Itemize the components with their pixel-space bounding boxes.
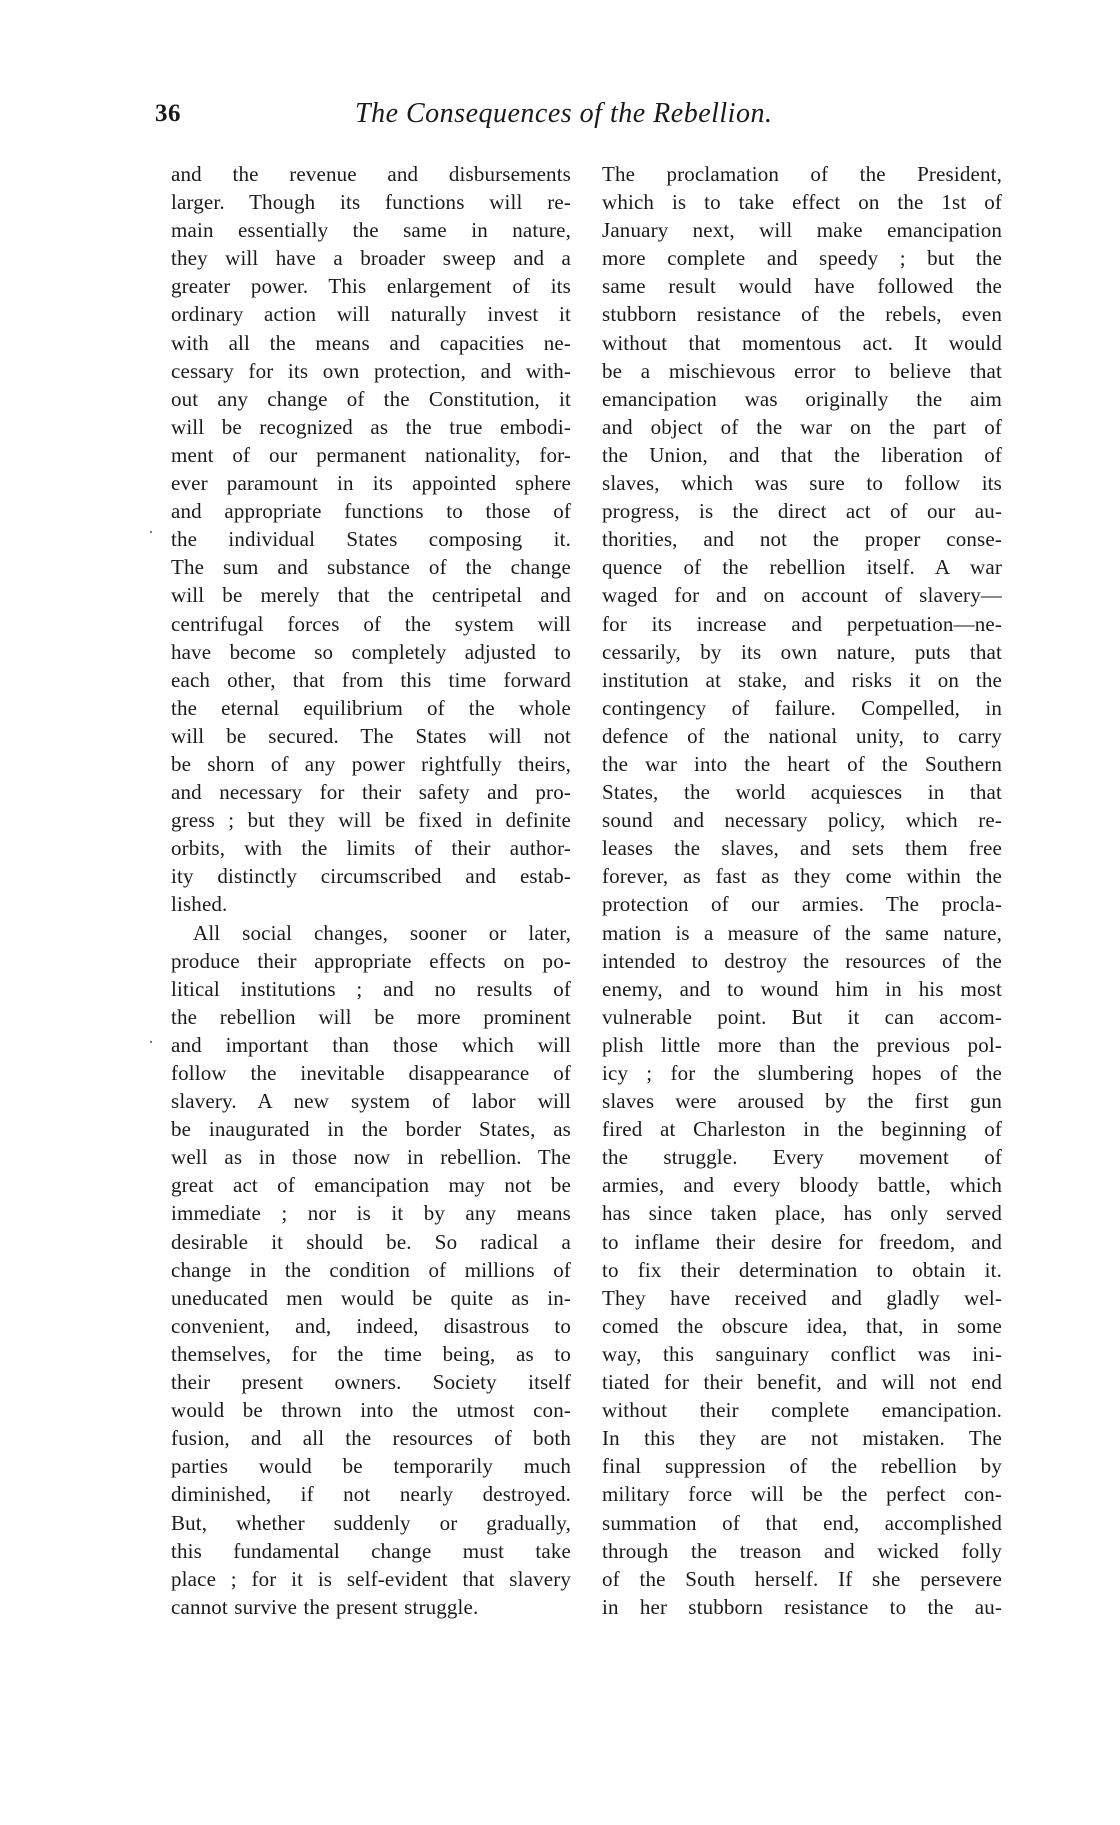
text-line: ity distinctly circumscribed and estab- xyxy=(171,864,571,889)
text-line: January next, will make emancipation xyxy=(602,218,1002,243)
text-line: intended to destroy the resources of the xyxy=(602,948,1002,973)
scan-speck xyxy=(150,1041,152,1043)
text-line: The sum and substance of the change xyxy=(171,555,571,580)
text-line: armies, and every bloody battle, which xyxy=(602,1173,1002,1198)
text-line: sound and necessary policy, which re- xyxy=(602,808,1002,833)
text-line: of the South herself. If she persevere xyxy=(602,1566,1002,1591)
page-number: 36 xyxy=(155,100,181,127)
text-line: gress ; but they will be fixed in definite xyxy=(171,808,571,833)
text-line: forever, as fast as they come within the xyxy=(602,864,1002,889)
text-line: enemy, and to wound him in his most xyxy=(602,976,1002,1001)
text-line: through the treason and wicked folly xyxy=(602,1538,1002,1563)
text-line: will be recognized as the true embodi- xyxy=(171,414,571,439)
text-line: ever paramount in its appointed sphere xyxy=(171,471,571,496)
text-line: the struggle. Every movement of xyxy=(602,1145,1002,1170)
text-line: for its increase and perpetuation—ne- xyxy=(602,611,1002,636)
text-line: convenient, and, indeed, disastrous to xyxy=(171,1313,571,1338)
text-line: icy ; for the slumbering hopes of the xyxy=(602,1061,1002,1085)
text-line: slaves were aroused by the first gun xyxy=(602,1089,1002,1114)
text-line: quence of the rebellion itself. A war xyxy=(602,555,1002,580)
text-line: ordinary action will naturally invest it xyxy=(171,302,571,327)
page-header xyxy=(155,100,1005,136)
text-line: In this they are not mistaken. The xyxy=(602,1426,1002,1451)
text-line: litical institutions ; and no results of xyxy=(171,976,571,1001)
text-line: But, whether suddenly or gradually, xyxy=(171,1510,571,1535)
text-line: protection of our armies. The procla- xyxy=(602,892,1002,917)
text-line: contingency of failure. Compelled, in xyxy=(602,695,1002,720)
scan-speck xyxy=(150,531,152,533)
text-line: progress, is the direct act of our au- xyxy=(602,499,1002,524)
text-line: will be merely that the centripetal and xyxy=(171,583,571,608)
text-line: this fundamental change must take xyxy=(171,1538,571,1563)
text-line: mation is a measure of the same nature, xyxy=(602,920,1002,945)
text-line: diminished, if not nearly destroyed. xyxy=(171,1482,571,1507)
text-line: to fix their determination to obtain it. xyxy=(602,1257,1002,1282)
text-line: defence of the national unity, to carry xyxy=(602,723,1002,748)
text-line: their present owners. Society itself xyxy=(171,1370,571,1395)
text-line: has since taken place, has only served xyxy=(602,1201,1002,1226)
text-line: will be secured. The States will not xyxy=(171,723,571,748)
text-line: the individual States composing it. xyxy=(171,527,571,552)
text-line: they will have a broader sweep and a xyxy=(171,246,571,271)
text-line: the war into the heart of the Southern xyxy=(602,751,1002,776)
text-line: way, this sanguinary conflict was ini- xyxy=(602,1341,1002,1366)
text-line: All social changes, sooner or later, xyxy=(193,920,571,945)
text-line: vulnerable point. But it can accom- xyxy=(602,1004,1002,1029)
text-line: be shorn of any power rightfully theirs, xyxy=(171,751,571,776)
text-line: States, the world acquiesces in that xyxy=(602,780,1002,805)
text-line: The proclamation of the President, xyxy=(602,162,1002,186)
text-line: would be thrown into the utmost con- xyxy=(171,1398,571,1423)
text-line: same result would have followed the xyxy=(602,274,1002,299)
text-line: with all the means and capacities ne- xyxy=(171,330,571,355)
text-line: uneducated men would be quite as in- xyxy=(171,1285,571,1310)
text-line: lished. xyxy=(171,892,228,917)
text-line: have become so completely adjusted to xyxy=(171,639,571,664)
text-line: immediate ; nor is it by any means xyxy=(171,1201,571,1226)
text-line: well as in those now in rebellion. The xyxy=(171,1145,571,1170)
text-line: the eternal equilibrium of the whole xyxy=(171,695,571,720)
text-line: larger. Though its functions will re- xyxy=(171,190,571,215)
text-line: and necessary for their safety and pro- xyxy=(171,780,571,805)
text-line: and object of the war on the part of xyxy=(602,414,1002,439)
text-line: greater power. This enlargement of its xyxy=(171,274,571,299)
text-line: out any change of the Constitution, it xyxy=(171,386,571,411)
text-line: plish little more than the previous pol- xyxy=(602,1032,1002,1057)
text-line: cessarily, by its own nature, puts that xyxy=(602,639,1002,664)
text-line: the rebellion will be more prominent xyxy=(171,1004,571,1029)
text-line: ment of our permanent nationality, for- xyxy=(171,442,571,467)
text-line: main essentially the same in nature, xyxy=(171,218,571,243)
text-line: in her stubborn resistance to the au- xyxy=(602,1594,1002,1619)
text-line: each other, that from this time forward xyxy=(171,667,571,692)
text-line: parties would be temporarily much xyxy=(171,1454,571,1479)
text-line: change in the condition of millions of xyxy=(171,1257,571,1282)
text-line: desirable it should be. So radical a xyxy=(171,1229,571,1254)
text-line: They have received and gladly wel- xyxy=(602,1285,1002,1310)
text-line: stubborn resistance of the rebels, even xyxy=(602,302,1002,327)
text-line: be inaugurated in the border States, as xyxy=(171,1117,571,1142)
text-line: and important than those which will xyxy=(171,1032,571,1057)
text-line: thorities, and not the proper conse- xyxy=(602,527,1002,552)
text-line: great act of emancipation may not be xyxy=(171,1173,571,1198)
text-line: institution at stake, and risks it on the xyxy=(602,667,1002,692)
text-line: tiated for their benefit, and will not end xyxy=(602,1370,1002,1395)
text-line: final suppression of the rebellion by xyxy=(602,1454,1002,1479)
text-line: and the revenue and disbursements xyxy=(171,162,571,186)
text-line: without that momentous act. It would xyxy=(602,330,1002,355)
left-column xyxy=(171,160,571,1621)
text-line: fusion, and all the resources of both xyxy=(171,1426,571,1451)
text-line: themselves, for the time being, as to xyxy=(171,1341,571,1366)
text-line: orbits, with the limits of their author- xyxy=(171,836,571,861)
text-line: waged for and on account of slavery— xyxy=(602,583,1002,608)
text-line: be a mischievous error to believe that xyxy=(602,358,1002,383)
text-line: produce their appropriate effects on po- xyxy=(171,948,571,973)
text-line: military force will be the perfect con- xyxy=(602,1482,1002,1507)
text-line: which is to take effect on the 1st of xyxy=(602,190,1002,215)
text-line: centrifugal forces of the system will xyxy=(171,611,571,636)
text-line: comed the obscure idea, that, in some xyxy=(602,1313,1002,1338)
text-line: slavery. A new system of labor will xyxy=(171,1089,571,1114)
running-title: The Consequences of the Rebellion. xyxy=(355,98,773,129)
text-line: cannot survive the present struggle. xyxy=(171,1594,479,1619)
text-line: to inflame their desire for freedom, and xyxy=(602,1229,1002,1254)
text-line: and appropriate functions to those of xyxy=(171,499,571,524)
text-line: place ; for it is self-evident that slavery xyxy=(171,1566,571,1591)
text-line: slaves, which was sure to follow its xyxy=(602,471,1002,496)
text-line: without their complete emancipation. xyxy=(602,1398,1002,1423)
right-column xyxy=(602,160,1002,1621)
text-line: cessary for its own protection, and with- xyxy=(171,358,571,383)
text-line: fired at Charleston in the beginning of xyxy=(602,1117,1002,1142)
text-line: emancipation was originally the aim xyxy=(602,386,1002,411)
text-line: leases the slaves, and sets them free xyxy=(602,836,1002,861)
text-line: follow the inevitable disappearance of xyxy=(171,1061,571,1085)
text-line: more complete and speedy ; but the xyxy=(602,246,1002,271)
text-line: summation of that end, accomplished xyxy=(602,1510,1002,1535)
text-line: the Union, and that the liberation of xyxy=(602,442,1002,467)
